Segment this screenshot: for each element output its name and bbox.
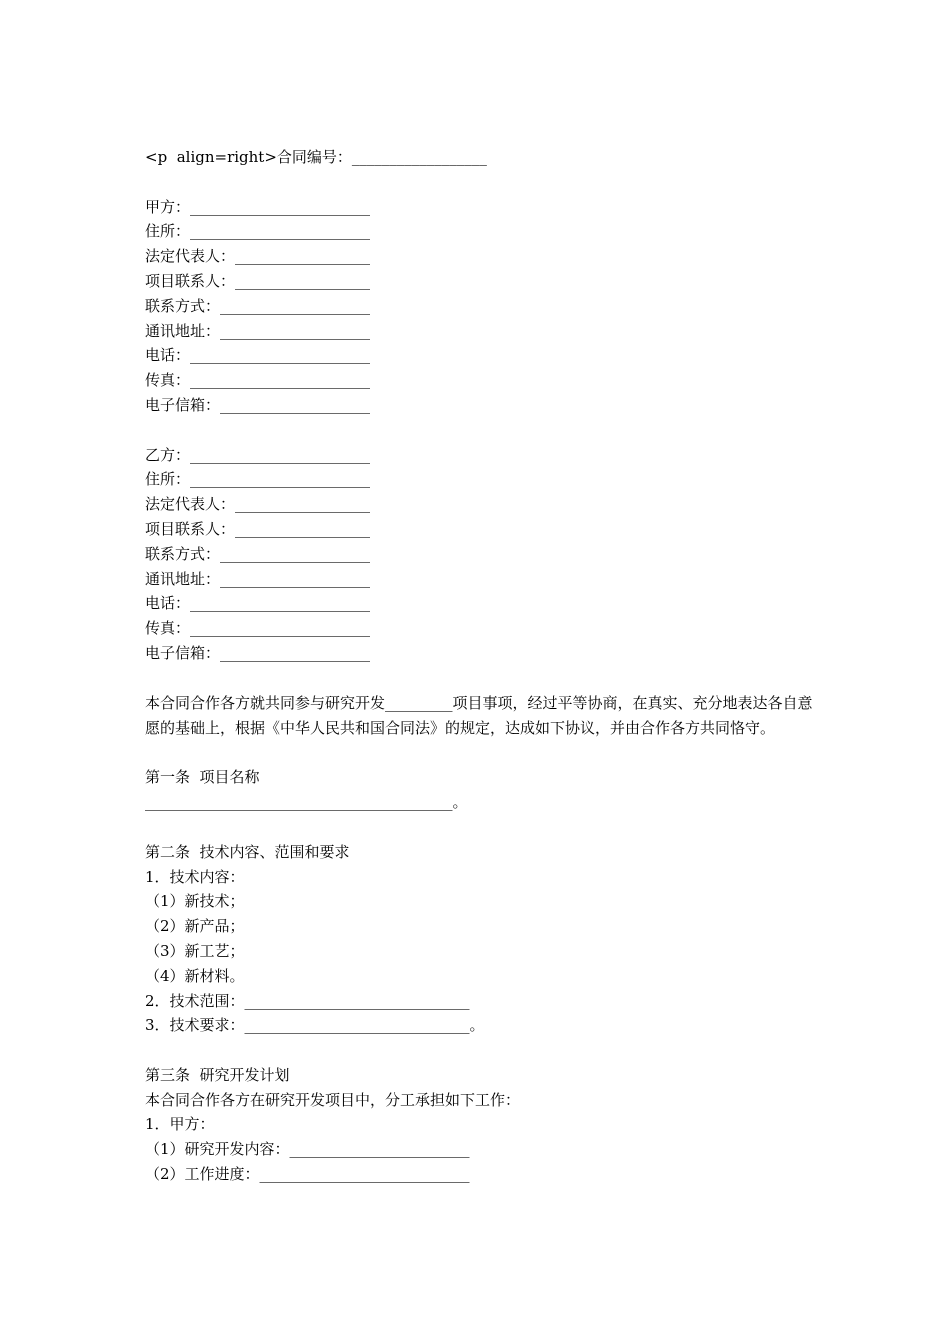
article-2-line: （3）新工艺； xyxy=(145,941,245,960)
party-b-contact: 项目联系人：__________________ xyxy=(145,519,371,538)
article-2-line: （2）新产品； xyxy=(145,917,245,936)
article-1-title: 第一条 项目名称 xyxy=(145,768,260,787)
party-b-fax: 传真：________________________ xyxy=(145,619,371,638)
article-3-line: （2）工作进度：____________________________ xyxy=(145,1165,470,1184)
party-a-contact: 项目联系人：__________________ xyxy=(145,271,371,290)
article-2-line: 3．技术要求：______________________________。 xyxy=(145,1016,485,1035)
party-a-phone: 电话：________________________ xyxy=(145,346,371,365)
party-a-mailing-address: 通讯地址：____________________ xyxy=(145,321,371,340)
party-a-email: 电子信箱：____________________ xyxy=(145,395,371,414)
contract-number: <p align=right>合同编号：__________________ xyxy=(145,148,487,166)
party-a-contact-method: 联系方式：____________________ xyxy=(145,296,371,315)
article-1-blank: _________________________________________。 xyxy=(145,793,468,812)
party-b-name: 乙方：________________________ xyxy=(145,445,371,464)
party-b-email: 电子信箱：____________________ xyxy=(145,643,371,662)
article-3-line: （1）研究开发内容：________________________ xyxy=(145,1140,470,1159)
preamble-paragraph: 本合同合作各方就共同参与研究开发_________项目事项，经过平等协商，在真实、充分地表达各自意愿的基础上，根据《中华人民共和国合同法》的规定，达成如下协议，并由合作各方共同恪守。 xyxy=(145,693,813,737)
party-a-name: 甲方：________________________ xyxy=(145,197,371,216)
article-2-line: 1．技术内容： xyxy=(145,867,245,886)
article-2-line: （1）新技术； xyxy=(145,892,245,911)
contract-document xyxy=(145,145,825,1187)
party-b-phone: 电话：________________________ xyxy=(145,594,371,613)
party-b-mailing-address: 通讯地址：____________________ xyxy=(145,569,371,588)
article-2-line: 2．技术范围：______________________________ xyxy=(145,991,470,1010)
article-2-title: 第二条 技术内容、范围和要求 xyxy=(145,842,350,861)
article-3-title: 第三条 研究开发计划 xyxy=(145,1065,290,1084)
party-a-section xyxy=(145,195,825,418)
party-a-legal-rep: 法定代表人：__________________ xyxy=(145,247,371,266)
party-b-legal-rep: 法定代表人：__________________ xyxy=(145,495,371,514)
article-3-line: 本合同合作各方在研究开发项目中，分工承担如下工作： xyxy=(145,1090,521,1109)
party-b-section xyxy=(145,443,825,666)
party-b-contact-method: 联系方式：____________________ xyxy=(145,544,371,563)
article-3-line: 1．甲方： xyxy=(145,1115,215,1134)
party-a-fax: 传真：________________________ xyxy=(145,371,371,390)
article-2-line: （4）新材料。 xyxy=(145,966,245,985)
party-a-address: 住所：________________________ xyxy=(145,222,371,241)
party-b-address: 住所：________________________ xyxy=(145,470,371,489)
